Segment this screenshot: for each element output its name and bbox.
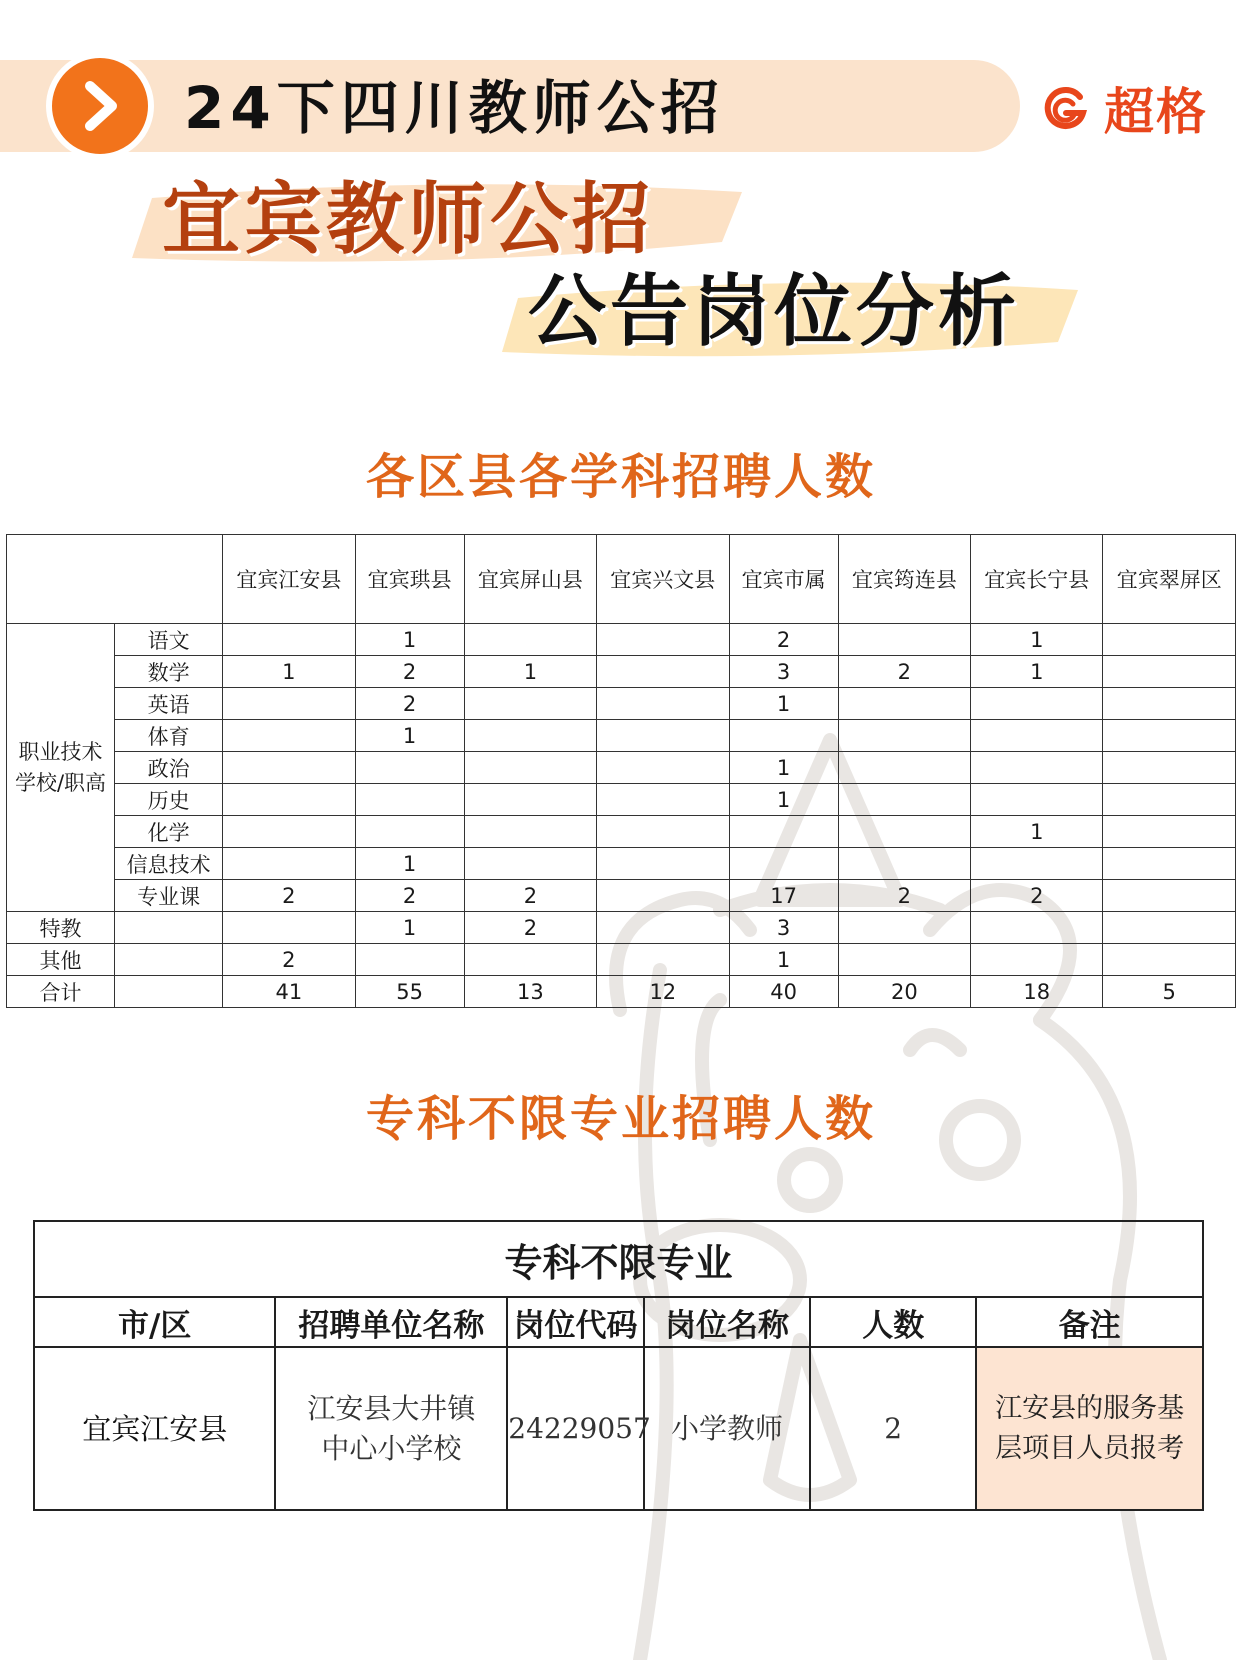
value-cell <box>597 944 729 976</box>
value-cell <box>971 688 1103 720</box>
row-label-cell: 合计 <box>7 976 115 1008</box>
value-cell <box>729 720 838 752</box>
value-cell: 2 <box>838 656 970 688</box>
subject-cell: 专业课 <box>115 880 223 912</box>
value-cell: 1 <box>729 752 838 784</box>
value-cell: 2 <box>971 880 1103 912</box>
table-row <box>7 944 1236 976</box>
table-header-row <box>7 535 1236 624</box>
value-cell: 13 <box>464 976 596 1008</box>
section1-title: 各区县各学科招聘人数 <box>365 449 876 505</box>
value-cell <box>464 816 596 848</box>
subject-cell: 英语 <box>115 688 223 720</box>
value-cell: 2 <box>223 880 355 912</box>
chevron-right-icon <box>74 80 126 132</box>
value-cell: 3 <box>729 656 838 688</box>
table-row <box>7 880 1236 912</box>
subject-cell: 体育 <box>115 720 223 752</box>
column-header: 宜宾兴文县 <box>597 535 729 624</box>
value-cell: 1 <box>729 944 838 976</box>
row-label-cell: 其他 <box>7 944 115 976</box>
brand <box>1040 78 1208 141</box>
value-cell <box>1103 752 1236 784</box>
value-cell: 1 <box>971 656 1103 688</box>
value-cell <box>1103 656 1236 688</box>
table-caption: 专科不限专业 <box>34 1221 1203 1297</box>
row-label-cell: 特教 <box>7 912 115 944</box>
value-cell <box>597 752 729 784</box>
subject-cell: 信息技术 <box>115 848 223 880</box>
value-cell <box>1103 688 1236 720</box>
value-cell: 1 <box>355 624 464 656</box>
value-cell <box>838 848 970 880</box>
group-label-cell: 职业技术学校/职高 <box>7 624 115 912</box>
value-cell <box>355 816 464 848</box>
table-row <box>7 816 1236 848</box>
value-cell <box>223 688 355 720</box>
cell-count: 2 <box>810 1347 976 1510</box>
table-row <box>7 624 1236 656</box>
value-cell <box>355 752 464 784</box>
value-cell <box>223 752 355 784</box>
value-cell <box>971 784 1103 816</box>
value-cell <box>1103 912 1236 944</box>
table-row <box>7 656 1236 688</box>
value-cell: 1 <box>971 816 1103 848</box>
table-row <box>34 1347 1203 1510</box>
vocational-group-body <box>7 624 1236 912</box>
page-subtitle: 公告岗位分析 <box>528 267 1021 357</box>
value-cell: 1 <box>355 912 464 944</box>
value-cell: 2 <box>355 688 464 720</box>
column-header-city: 市/区 <box>34 1297 275 1347</box>
value-cell <box>1103 944 1236 976</box>
value-cell: 1 <box>729 688 838 720</box>
value-cell: 3 <box>729 912 838 944</box>
value-cell: 2 <box>355 656 464 688</box>
column-header-unit: 招聘单位名称 <box>275 1297 507 1347</box>
cell-position: 小学教师 <box>644 1347 810 1510</box>
cell-note: 江安县的服务基层项目人员报考 <box>976 1347 1203 1510</box>
value-cell: 2 <box>355 880 464 912</box>
value-cell <box>464 784 596 816</box>
value-cell: 18 <box>971 976 1103 1008</box>
value-cell <box>464 688 596 720</box>
subject-cell: 语文 <box>115 624 223 656</box>
value-cell <box>1103 784 1236 816</box>
value-cell <box>464 752 596 784</box>
value-cell <box>838 752 970 784</box>
value-cell: 1 <box>223 656 355 688</box>
value-cell <box>597 848 729 880</box>
empty-cell <box>115 976 223 1008</box>
header-title: 24下四川教师公招 <box>184 74 725 142</box>
column-header-position: 岗位名称 <box>644 1297 810 1347</box>
value-cell <box>597 624 729 656</box>
subject-cell: 数学 <box>115 656 223 688</box>
column-header: 宜宾市属 <box>729 535 838 624</box>
value-cell: 1 <box>729 784 838 816</box>
value-cell <box>838 688 970 720</box>
value-cell <box>838 720 970 752</box>
value-cell <box>838 784 970 816</box>
page-title: 宜宾教师公招 <box>162 175 655 265</box>
value-cell <box>729 816 838 848</box>
value-cell: 40 <box>729 976 838 1008</box>
value-cell <box>971 752 1103 784</box>
table-row <box>7 784 1236 816</box>
value-cell <box>223 784 355 816</box>
value-cell <box>971 944 1103 976</box>
other-rows-body <box>7 912 1236 1008</box>
column-header: 宜宾筠连县 <box>838 535 970 624</box>
value-cell: 2 <box>464 880 596 912</box>
column-header-code: 岗位代码 <box>507 1297 644 1347</box>
value-cell <box>464 624 596 656</box>
column-header: 宜宾屏山县 <box>464 535 596 624</box>
subject-cell: 历史 <box>115 784 223 816</box>
unrestricted-major-table <box>33 1220 1204 1511</box>
table-row <box>7 912 1236 944</box>
column-header: 宜宾江安县 <box>223 535 355 624</box>
value-cell: 2 <box>838 880 970 912</box>
value-cell <box>355 944 464 976</box>
value-cell: 1 <box>355 720 464 752</box>
column-header: 宜宾翠屏区 <box>1103 535 1236 624</box>
value-cell: 5 <box>1103 976 1236 1008</box>
value-cell <box>355 784 464 816</box>
value-cell <box>1103 624 1236 656</box>
column-header-note: 备注 <box>976 1297 1203 1347</box>
value-cell <box>838 816 970 848</box>
table-row <box>7 752 1236 784</box>
value-cell <box>838 912 970 944</box>
cell-city: 宜宾江安县 <box>34 1347 275 1510</box>
table-row <box>7 720 1236 752</box>
value-cell <box>971 912 1103 944</box>
arrow-badge <box>46 52 154 160</box>
value-cell: 2 <box>464 912 596 944</box>
value-cell <box>223 816 355 848</box>
brand-logo-icon <box>1040 83 1090 133</box>
subject-cell: 化学 <box>115 816 223 848</box>
value-cell <box>971 848 1103 880</box>
value-cell <box>838 624 970 656</box>
value-cell <box>223 912 355 944</box>
value-cell <box>464 944 596 976</box>
value-cell: 12 <box>597 976 729 1008</box>
section2-title: 专科不限专业招聘人数 <box>365 1091 876 1147</box>
recruitment-by-district-table <box>6 534 1236 1008</box>
value-cell: 1 <box>355 848 464 880</box>
value-cell <box>597 688 729 720</box>
value-cell: 1 <box>464 656 596 688</box>
cell-code: 24229057 <box>507 1347 644 1510</box>
corner-cell <box>7 535 223 624</box>
value-cell <box>464 720 596 752</box>
value-cell <box>597 784 729 816</box>
value-cell <box>597 720 729 752</box>
column-header: 宜宾珙县 <box>355 535 464 624</box>
value-cell <box>1103 720 1236 752</box>
table-row <box>7 688 1236 720</box>
table-header-row <box>34 1297 1203 1347</box>
subject-cell: 政治 <box>115 752 223 784</box>
value-cell <box>1103 880 1236 912</box>
value-cell <box>597 912 729 944</box>
value-cell: 1 <box>971 624 1103 656</box>
value-cell <box>223 848 355 880</box>
column-header-count: 人数 <box>810 1297 976 1347</box>
value-cell <box>729 848 838 880</box>
value-cell <box>464 848 596 880</box>
cell-unit: 江安县大井镇中心小学校 <box>275 1347 507 1510</box>
value-cell: 41 <box>223 976 355 1008</box>
table-row <box>7 976 1236 1008</box>
value-cell: 20 <box>838 976 970 1008</box>
value-cell <box>597 880 729 912</box>
value-cell <box>223 624 355 656</box>
column-header: 宜宾长宁县 <box>971 535 1103 624</box>
value-cell <box>597 656 729 688</box>
value-cell: 17 <box>729 880 838 912</box>
value-cell <box>1103 848 1236 880</box>
value-cell: 2 <box>729 624 838 656</box>
value-cell <box>223 720 355 752</box>
value-cell <box>597 816 729 848</box>
empty-cell <box>115 944 223 976</box>
value-cell <box>971 720 1103 752</box>
table-row <box>7 848 1236 880</box>
value-cell <box>838 944 970 976</box>
empty-cell <box>115 912 223 944</box>
value-cell <box>1103 816 1236 848</box>
value-cell: 2 <box>223 944 355 976</box>
value-cell: 55 <box>355 976 464 1008</box>
brand-name: 超格 <box>1104 83 1208 141</box>
